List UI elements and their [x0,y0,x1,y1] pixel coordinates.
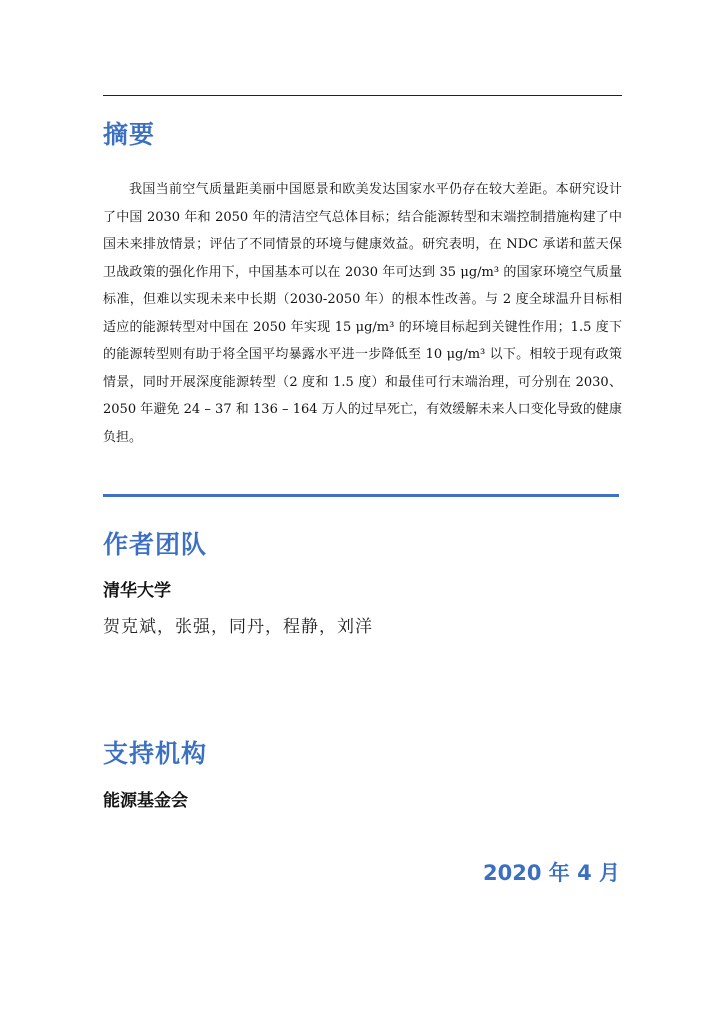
author-names: 贺克斌，张强，同丹，程静，刘洋 [103,617,373,637]
publication-date: 2020 年 4 月 [483,861,620,885]
support-organization: 能源基金会 [103,791,188,811]
abstract-body: 我国当前空气质量距美丽中国愿景和欧美发达国家水平仍存在较大差距。本研究设计了中国 2030 年和 2050 年的清洁空气总体目标；结合能源转型和末端控制措施构建了中国未来排放情景；评估了不同情景的环境与健康效益。研究表明，在 NDC 承诺和蓝天保卫战政策的强化作用下，中国基本可以在 2030 年可达到 35 μg/m³ 的国家环境空气质量标准，但难以实现未来中长期（2030-2050 年）的根本性改善。与 2 度全球温升目标相适应的能源转型对中国在 2050 年实现 15 μg/m³ 的环境目标起到关键性作用；1.5 度下的能源转型则有助于将全国平均暴露水平进一步降低至 10 μg/m³ 以下。相较于现有政策情景，同时开展深度能源转型（2 度和 1.5 度）和最佳可行末端治理，可分别在 2030、2050 年避免 24 – 37 和 136 – 164 万人的过早死亡，有效缓解未来人口变化导致的健康负担。 [103,182,622,445]
author-organization: 清华大学 [103,581,171,601]
authors-heading: 作者团队 [103,530,208,559]
top-divider [103,95,622,96]
support-heading: 支持机构 [103,739,208,768]
section-divider [103,494,619,497]
abstract-heading: 摘要 [103,120,156,149]
